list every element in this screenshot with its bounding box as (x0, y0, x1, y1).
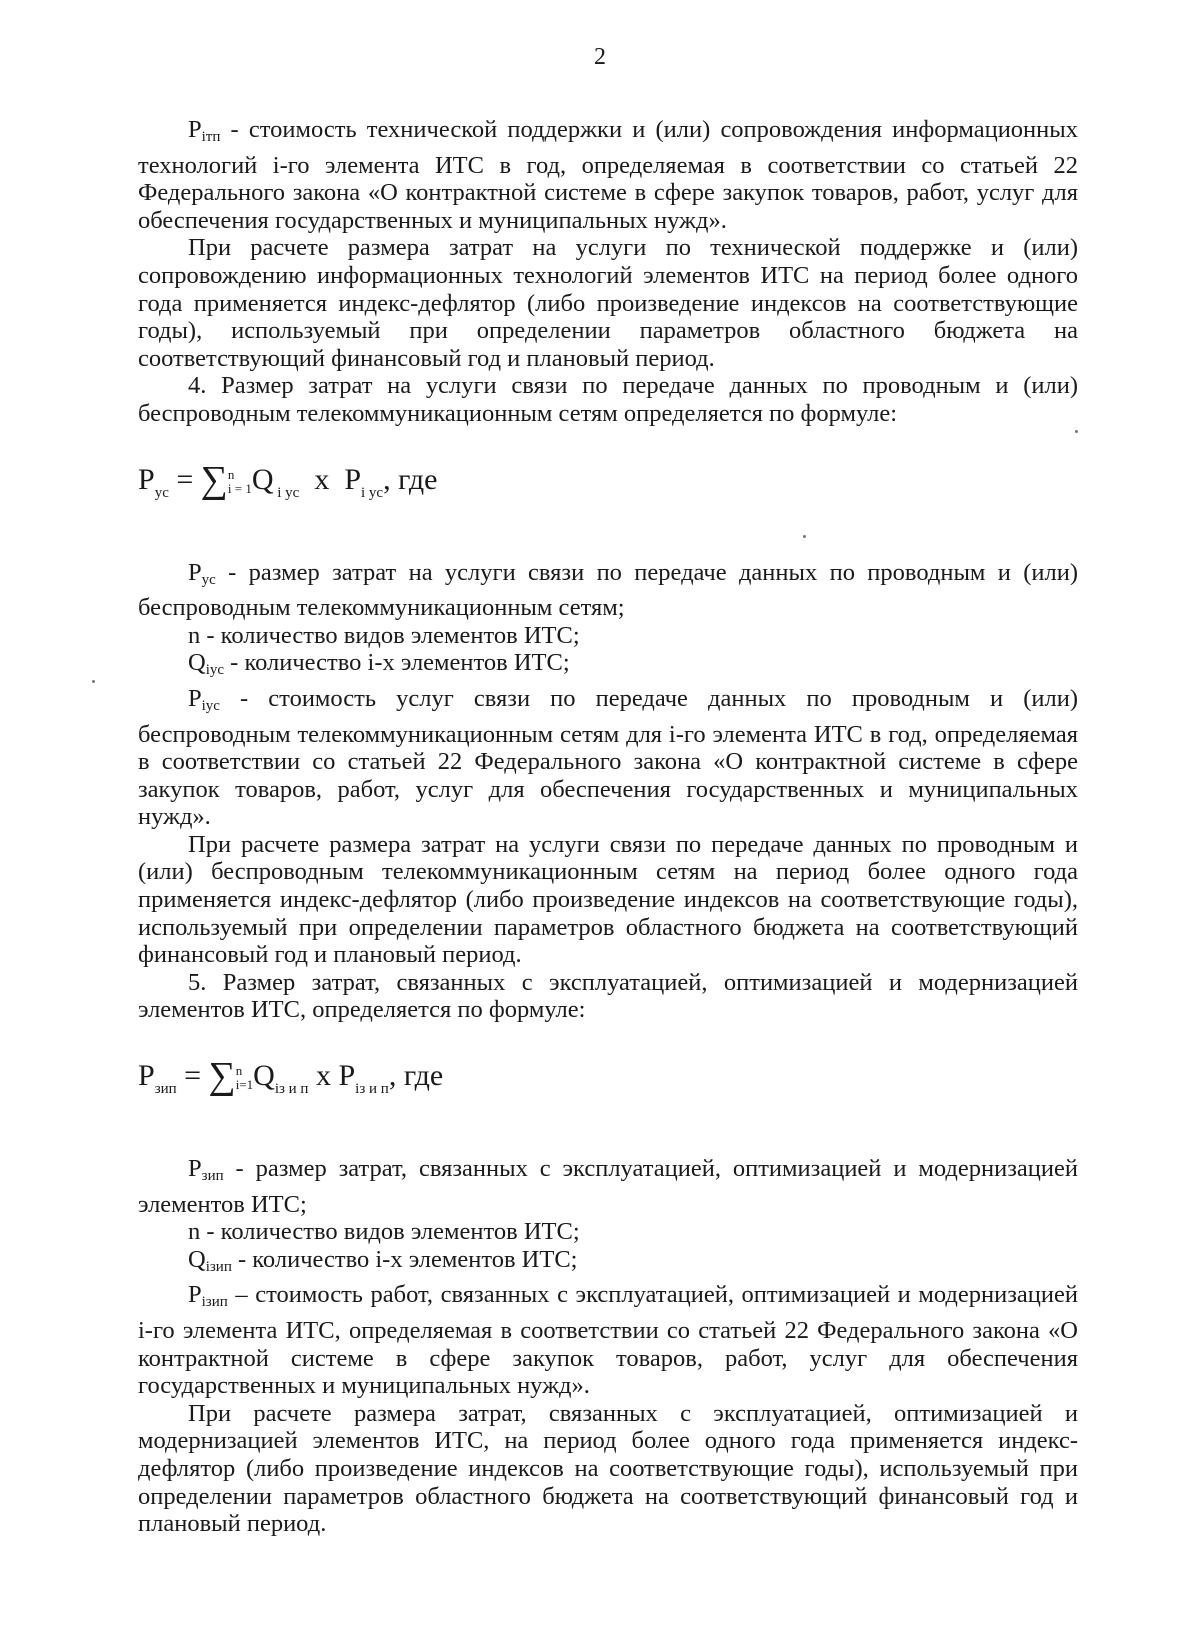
sum-lower-limit: i = 1 (227, 480, 252, 496)
p-zip-definition (138, 1155, 1078, 1218)
n-definition-1: n - количество видов элементов ИТС; (188, 621, 580, 649)
formula-tail: , где (388, 1059, 444, 1093)
formula-equals: = (168, 462, 201, 496)
sum-limits (228, 468, 252, 496)
page-number: 2 (594, 44, 606, 70)
symbol-subscript: зип (201, 1168, 224, 1185)
symbol: Q (188, 649, 206, 677)
symbol-subscript: iус (205, 662, 225, 679)
p-itp-deflator-paragraph: При расчете размера затрат на услуги по технической поддержке и (или) сопровождению информационных технологий элементов ИТС на период более одного года применяется индекс-дефлятор (либо произведение индексов на соответствующие годы), используемый при определении параметров областного бюджета на соответствующий финансовый год и плановый период. (138, 234, 1078, 372)
p-itp-definition (138, 116, 1078, 234)
n-definition-2: n - количество видов элементов ИТС; (188, 1218, 580, 1246)
definition-text: – стоимость работ, связанных с эксплуатацией, оптимизацией и модернизацией i-го элемента ИТС, определяемая в соответствии со статьей 22 Федерального закона «О контрактной системе в сфере закупок товаров, работ, услуг для обеспечения государственных и муниципальных нужд». (138, 1281, 1078, 1400)
definition-text: - стоимость услуг связи по передаче данных по проводным и (или) беспроводным телекоммуникационным сетям для i-го элемента ИТС в год, определяемая в соответствии со статьей 22 Федерального закона «О контрактной системе в сфере закупок товаров, работ, услуг для обеспечения государственных и муниципальных нужд». (138, 684, 1078, 831)
scan-speck (92, 680, 95, 683)
symbol-subscript: iтп (201, 129, 221, 145)
symbol: P (188, 1155, 202, 1183)
item-5-intro: 5. Размер затрат, связанных с эксплуатацией, оптимизацией и модернизацией элементов ИТС, определяется по формуле: (138, 968, 1078, 1024)
symbol: P (188, 1281, 202, 1309)
formula-zip (138, 1056, 1078, 1109)
formula-times: x (308, 1059, 339, 1093)
symbol-subscript: ус (201, 571, 216, 588)
scan-speck (803, 535, 806, 538)
p-us-definition (138, 559, 1078, 622)
symbol-subscript: iус (201, 697, 220, 714)
p-ius-definition (138, 685, 1078, 831)
symbol-subscript: iзип (201, 1294, 228, 1311)
sum-limits (236, 1064, 253, 1092)
scan-speck (1075, 430, 1078, 433)
formula-times: x (299, 462, 345, 496)
p-izip-definition (138, 1281, 1078, 1399)
symbol: P (188, 116, 202, 143)
p-zip-deflator-paragraph: При расчете размера затрат, связанных с эксплуатацией, оптимизацией и модернизацией элементов ИТС, на период более одного года применяется индекс-дефлятор (либо произведение индексов на соответствующие годы), используемый при определении параметров областного бюджета на соответствующий финансовый год и плановый период. (138, 1399, 1078, 1538)
q-izip-definition (138, 1246, 1078, 1282)
formula-q: Q (253, 1059, 275, 1093)
definition-text: - размер затрат, связанных с эксплуатацией, оптимизацией и модернизацией элементов ИТС; (138, 1155, 1078, 1218)
symbol: P (188, 558, 202, 586)
definition-text: - количество i-х элементов ИТС; (231, 1245, 578, 1273)
sigma-symbol: ∑ (208, 1055, 236, 1098)
symbol-subscript: iзип (205, 1258, 232, 1275)
sum-lower-limit: i=1 (235, 1077, 254, 1093)
sum-upper-limit: n (227, 466, 235, 482)
p-us-deflator-paragraph: При расчете размера затрат на услуги связи по передаче данных по проводным и (или) беспроводным телекоммуникационным сетям на период более одного года применяется индекс-дефлятор (либо произведение индексов на соответствующие годы), используемый при определении параметров областного бюджета на соответствующий финансовый год и плановый период. (138, 830, 1078, 969)
formula-p-subscript: iз и п (355, 1081, 389, 1098)
definition-text: - размер затрат на услуги связи по передаче данных по проводным и (или) беспроводным телекоммуникационным сетям; (138, 558, 1078, 622)
q-ius-definition (138, 649, 1078, 685)
definition-text: - стоимость технической поддержки и (или) сопровождения информационных технологий i-го элемента ИТС в год, определяемая в соответствии со статьей 22 Федерального закона «О контрактной системе в сфере закупок товаров, работ, услуг для обеспечения государственных и муниципальных нужд». (138, 116, 1078, 234)
formula-lhs-subscript: зип (154, 1081, 177, 1098)
item-4-intro: 4. Размер затрат на услуги связи по передаче данных по проводным и (или) беспроводным телекоммуникационным сетям определяется по формуле: (138, 372, 1078, 427)
formula-equals: = (176, 1059, 209, 1093)
sigma-symbol: ∑ (200, 458, 228, 501)
formula-lhs: P (138, 462, 155, 496)
formula-us (138, 460, 1078, 513)
symbol: P (188, 684, 202, 712)
formula-q-subscript: iз и п (274, 1081, 309, 1098)
definition-text: - количество i-х элементов ИТС; (224, 649, 570, 677)
formula-tail: , где (383, 462, 438, 496)
formula-q-subscript: i ус (273, 484, 300, 501)
symbol: Q (188, 1245, 206, 1273)
formula-lhs: P (138, 1059, 155, 1093)
document-body (138, 116, 1078, 1538)
sum-upper-limit: n (235, 1063, 243, 1079)
formula-p: P (338, 1059, 356, 1093)
formula-p-subscript: i ус (361, 484, 384, 501)
formula-q: Q (251, 462, 274, 496)
formula-p: P (344, 462, 362, 496)
formula-lhs-subscript: ус (154, 484, 169, 501)
